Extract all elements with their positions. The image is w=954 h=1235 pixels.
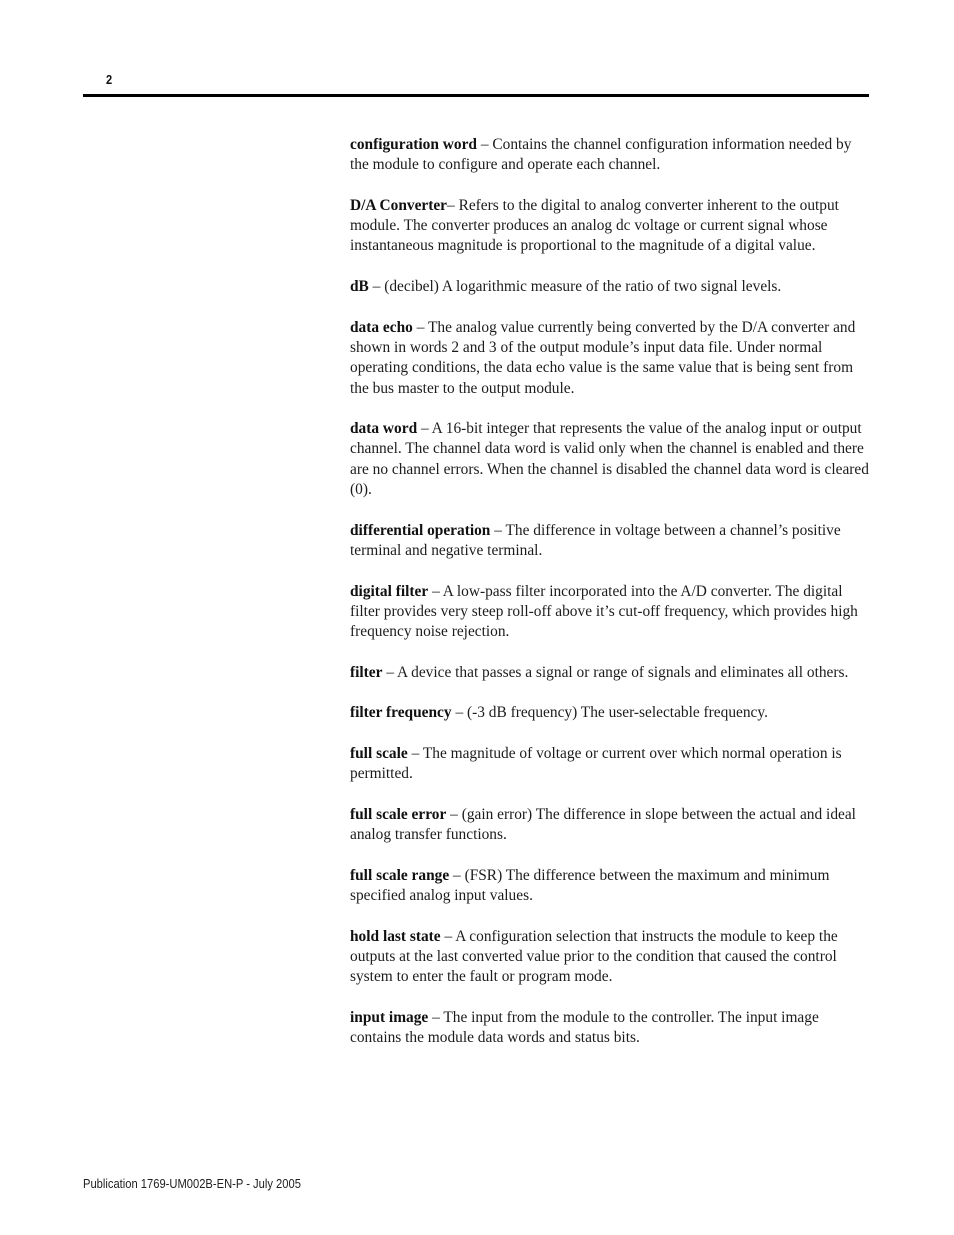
glossary-term: D/A Converter	[350, 196, 448, 214]
glossary-term: full scale	[350, 744, 408, 762]
glossary-term: filter frequency	[350, 704, 452, 722]
separator: –	[447, 196, 459, 214]
glossary-term: data echo	[350, 318, 413, 336]
separator: –	[407, 744, 423, 762]
glossary-term: configuration word	[350, 136, 477, 153]
glossary-definition: A low-pass filter incorporated into the A/D converter. The digital filter provides very steep roll-off above it’s cut-off frequency, which provides high frequency noise rejection.	[350, 582, 858, 641]
glossary-list	[350, 135, 870, 1069]
separator: –	[451, 704, 467, 722]
glossary-entry-da-converter	[350, 196, 870, 257]
glossary-definition: (-3 dB frequency) The user-selectable frequency.	[466, 704, 768, 722]
glossary-entry-input-image	[350, 1008, 870, 1049]
glossary-definition: The analog value currently being converted by the D/A converter and shown in words 2 and 3 of the output module’s input data file. Under normal operating conditions, the data echo value is the same value that is being sent from the bus master to the output module.	[350, 318, 856, 397]
separator: –	[428, 582, 443, 600]
separator: –	[368, 278, 385, 296]
glossary-term: dB	[350, 278, 369, 296]
glossary-definition: (gain error) The difference in slope between the actual and ideal analog transfer functions.	[350, 805, 856, 844]
separator: –	[490, 521, 506, 539]
glossary-definition: Contains the channel configuration information needed by the module to configure and operate each channel.	[350, 136, 852, 174]
glossary-entry-full-scale-range	[350, 866, 870, 907]
separator: –	[428, 1008, 444, 1026]
glossary-entry-data-echo	[350, 318, 870, 399]
glossary-definition: Refers to the digital to analog converter inherent to the output module. The converter produces an analog dc voltage or current signal whose instantaneous magnitude is proportional to the magnitude of a digital value.	[350, 196, 839, 255]
separator: –	[476, 136, 493, 153]
glossary-term: full scale range	[350, 866, 450, 884]
separator: –	[417, 420, 432, 438]
glossary-term: data word	[350, 420, 418, 438]
separator: –	[446, 805, 462, 823]
glossary-term: input image	[350, 1008, 429, 1026]
glossary-entry-db	[350, 277, 870, 297]
separator: –	[382, 663, 398, 681]
glossary-term: filter	[350, 663, 383, 681]
glossary-definition: The input from the module to the controller. The input image contains the module data words and status bits.	[350, 1008, 819, 1047]
separator: –	[440, 927, 456, 945]
glossary-entry-digital-filter	[350, 582, 870, 643]
glossary-term: full scale error	[350, 805, 447, 823]
glossary-definition: (decibel) A logarithmic measure of the ratio of two signal levels.	[384, 278, 782, 296]
separator: –	[449, 866, 465, 884]
glossary-entry-configuration-word	[350, 135, 870, 176]
glossary-definition: A device that passes a signal or range of signals and eliminates all others.	[397, 663, 849, 681]
publication-footer: Publication 1769-UM002B-EN-P - July 2005	[83, 1176, 301, 1191]
glossary-definition: The magnitude of voltage or current over which normal operation is permitted.	[350, 744, 842, 783]
glossary-entry-filter-frequency	[350, 703, 870, 723]
glossary-term: hold last state	[350, 927, 441, 945]
glossary-entry-full-scale-error	[350, 805, 870, 846]
glossary-definition: (FSR) The difference between the maximum and minimum specified analog input values.	[350, 866, 830, 904]
glossary-term: digital filter	[350, 582, 429, 600]
glossary-definition: A 16-bit integer that represents the value of the analog input or output channel. The channel data word is valid only when the channel is enabled and there are no channel errors. When the channel is disabled the channel data word is cleared (0).	[350, 420, 869, 499]
glossary-entry-differential-operation	[350, 521, 870, 562]
glossary-entry-filter	[350, 663, 870, 683]
glossary-entry-data-word	[350, 419, 870, 500]
glossary-entry-full-scale	[350, 744, 870, 785]
separator: –	[412, 318, 428, 336]
glossary-term: differential operation	[350, 521, 491, 539]
glossary-definition: The difference in voltage between a channel’s positive terminal and negative terminal.	[350, 521, 841, 559]
header-rule	[83, 94, 869, 97]
glossary-definition: A configuration selection that instructs the module to keep the outputs at the last converted value prior to the condition that caused the control system to enter the fault or program mode.	[350, 927, 838, 986]
page-number: 2	[106, 72, 113, 87]
glossary-entry-hold-last-state	[350, 927, 870, 988]
